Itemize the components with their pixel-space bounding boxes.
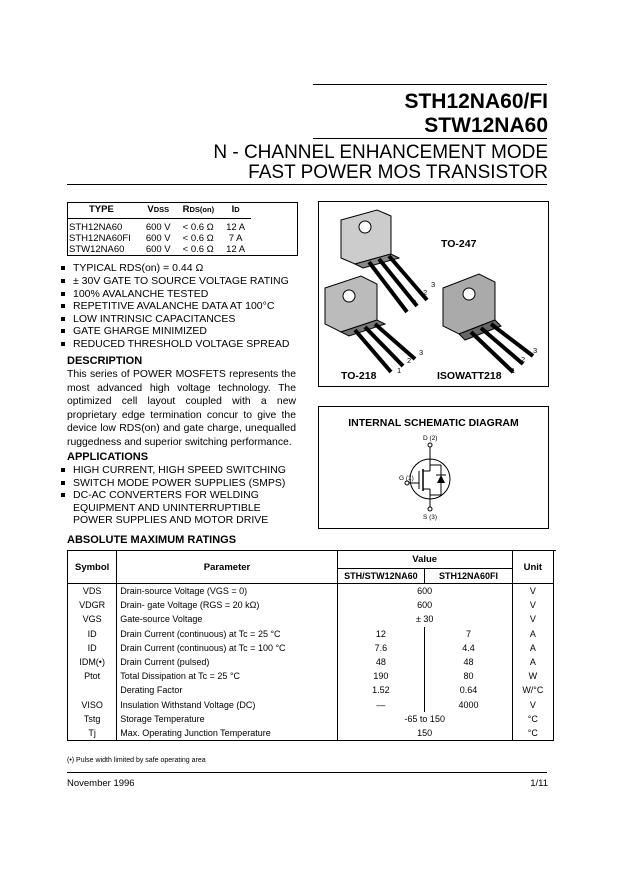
pin-label: 1 bbox=[511, 366, 516, 375]
description-text: This series of POWER MOSFETS represents the most advanced high voltage technology. The optimized cell layout coupled with a new proprietary edge termination concur to give the device low RDS(on) and gate charge, unequalled ruggedness and superior switching performance. bbox=[67, 369, 296, 448]
unit-cell: V bbox=[512, 698, 553, 712]
title-rule bbox=[313, 138, 547, 139]
cell: STH12NA60 bbox=[69, 222, 123, 233]
value-cell: 0.64 bbox=[425, 683, 513, 697]
parameter-cell: Gate-source Voltage bbox=[117, 612, 337, 626]
package-illustration bbox=[319, 202, 548, 386]
unit-cell: A bbox=[512, 641, 553, 655]
col-vdss: VDSS bbox=[140, 203, 177, 219]
col-symbol: Symbol bbox=[68, 551, 117, 584]
symbol-cell: Tstg bbox=[68, 712, 117, 726]
col-value: Value bbox=[337, 551, 512, 569]
col-unit: Unit bbox=[512, 551, 553, 584]
table-row bbox=[68, 712, 554, 726]
amr-heading: ABSOLUTE MAXIMUM RATINGS bbox=[67, 534, 237, 546]
parameter-cell: Max. Operating Junction Temperature bbox=[117, 726, 337, 741]
value-cell: 48 bbox=[425, 655, 513, 669]
unit-cell: V bbox=[512, 612, 553, 626]
cell: 600 V bbox=[145, 233, 171, 244]
pin-label: 1 bbox=[413, 298, 418, 307]
parameter-cell: Drain Current (continuous) at Tc = 100 °C bbox=[117, 641, 337, 655]
table-row bbox=[68, 627, 554, 641]
cell: 7 A bbox=[228, 233, 243, 244]
list-item: DC-AC CONVERTERS FOR WELDING bbox=[61, 489, 259, 501]
table-row bbox=[68, 598, 554, 612]
col-type: TYPE bbox=[67, 203, 140, 219]
table-row bbox=[68, 726, 554, 741]
table-row bbox=[68, 612, 554, 626]
parameter-cell: Drain Current (pulsed) bbox=[117, 655, 337, 669]
part-number-2: STW12NA60 bbox=[424, 114, 548, 137]
schematic-box bbox=[318, 406, 549, 529]
value-cell: — bbox=[337, 698, 425, 712]
col-parameter: Parameter bbox=[117, 551, 337, 584]
mosfet-symbol-icon bbox=[319, 407, 548, 528]
cell: 600 V bbox=[145, 222, 171, 233]
footnote: (•) Pulse width limited by safe operating area bbox=[67, 757, 206, 764]
footer-page: 1/11 bbox=[530, 778, 548, 789]
unit-cell: A bbox=[512, 627, 553, 641]
schematic-title: INTERNAL SCHEMATIC DIAGRAM bbox=[348, 417, 519, 429]
value-cell: 190 bbox=[337, 669, 425, 683]
list-item: 100% AVALANCHE TESTED bbox=[61, 288, 208, 300]
subtitle-rule bbox=[67, 184, 547, 185]
value-cell: 7.6 bbox=[337, 641, 425, 655]
pin-label: 2 bbox=[407, 356, 412, 365]
parameter-cell: Storage Temperature bbox=[117, 712, 337, 726]
symbol-cell: VGS bbox=[68, 612, 117, 626]
value-cell: 600 bbox=[337, 584, 512, 599]
table-row bbox=[68, 641, 554, 655]
isowatt-package-icon bbox=[443, 274, 533, 372]
list-item: REPETITIVE AVALANCHE DATA AT 100°C bbox=[61, 300, 274, 312]
value-cell: 150 bbox=[337, 726, 512, 741]
unit-cell: W/°C bbox=[512, 683, 553, 697]
to218-package-icon bbox=[325, 276, 418, 372]
source-label: S (3) bbox=[423, 514, 438, 521]
symbol-cell: Tj bbox=[68, 726, 117, 741]
parameter-cell: Derating Factor bbox=[117, 683, 337, 697]
parameter-cell: Drain Current (continuous) at Tc = 25 °C bbox=[117, 627, 337, 641]
list-item: SWITCH MODE POWER SUPPLIES (SMPS) bbox=[61, 477, 285, 489]
cell: 600 V bbox=[145, 244, 171, 255]
col-value-sub1: STH/STW12NA60 bbox=[337, 569, 425, 584]
value-cell: 4000 bbox=[425, 698, 513, 712]
cell: < 0.6 Ω bbox=[182, 222, 214, 233]
part-number-1: STH12NA60/FI bbox=[404, 90, 548, 113]
table-row bbox=[68, 683, 554, 697]
list-item: EQUIPMENT AND UNINTERRUPTIBLE bbox=[73, 502, 261, 514]
drain-label: D (2) bbox=[423, 435, 438, 442]
pin-label: 3 bbox=[431, 280, 436, 289]
top-rule bbox=[313, 84, 547, 85]
symbol-cell: Ptot bbox=[68, 669, 117, 683]
pin-label: 3 bbox=[419, 348, 424, 357]
to247-label: TO-247 bbox=[441, 238, 477, 250]
cell: 12 A bbox=[226, 244, 246, 255]
isowatt-label: ISOWATT218 bbox=[437, 370, 502, 382]
value-cell: 48 bbox=[337, 655, 425, 669]
unit-cell: V bbox=[512, 584, 553, 599]
value-cell: 4.4 bbox=[425, 641, 513, 655]
col-value-sub2: STH12NA60FI bbox=[425, 569, 513, 584]
list-item: HIGH CURRENT, HIGH SPEED SWITCHING bbox=[61, 464, 286, 476]
to218-label: TO-218 bbox=[341, 370, 377, 382]
pin-label: 2 bbox=[521, 355, 526, 364]
unit-cell: °C bbox=[512, 712, 553, 726]
unit-cell: A bbox=[512, 655, 553, 669]
symbol-cell bbox=[68, 683, 117, 697]
unit-cell: °C bbox=[512, 726, 553, 741]
package-figure-box bbox=[318, 201, 549, 387]
unit-cell: V bbox=[512, 598, 553, 612]
value-cell: ± 30 bbox=[337, 612, 512, 626]
amr-table bbox=[67, 551, 554, 741]
symbol-cell: IDM(•) bbox=[68, 655, 117, 669]
symbol-cell: ID bbox=[68, 627, 117, 641]
col-id: ID bbox=[220, 203, 251, 219]
applications-heading: APPLICATIONS bbox=[67, 451, 149, 463]
type-table-frame bbox=[67, 202, 298, 256]
list-item: REDUCED THRESHOLD VOLTAGE SPREAD bbox=[61, 338, 289, 350]
cell: 12 A bbox=[226, 222, 246, 233]
cell: < 0.6 Ω bbox=[182, 233, 214, 244]
value-cell: 7 bbox=[425, 627, 513, 641]
value-cell: 600 bbox=[337, 598, 512, 612]
cell: < 0.6 Ω bbox=[182, 244, 214, 255]
footer-rule bbox=[67, 772, 547, 773]
cell: STW12NA60 bbox=[69, 244, 125, 255]
list-item: GATE GHARGE MINIMIZED bbox=[61, 325, 207, 337]
table-row bbox=[68, 584, 554, 599]
value-cell: 12 bbox=[337, 627, 425, 641]
subtitle-2: FAST POWER MOS TRANSISTOR bbox=[248, 162, 548, 183]
col-rds: RDS(on) bbox=[177, 203, 220, 219]
list-item: POWER SUPPLIES AND MOTOR DRIVE bbox=[73, 514, 269, 526]
description-heading: DESCRIPTION bbox=[67, 355, 143, 367]
list-item: TYPICAL RDS(on) = 0.44 Ω bbox=[61, 262, 203, 274]
list-item: ± 30V GATE TO SOURCE VOLTAGE RATING bbox=[61, 275, 289, 287]
pin-label: 1 bbox=[397, 366, 402, 375]
parameter-cell: Insulation Withstand Voltage (DC) bbox=[117, 698, 337, 712]
table-row bbox=[68, 669, 554, 683]
table-row bbox=[68, 655, 554, 669]
table-row bbox=[68, 698, 554, 712]
gate-label: G (1) bbox=[399, 475, 414, 482]
footer-date: November 1996 bbox=[67, 778, 135, 789]
cell: STH12NA60FI bbox=[69, 233, 131, 244]
symbol-cell: ID bbox=[68, 641, 117, 655]
parameter-cell: Total Dissipation at Tc = 25 °C bbox=[117, 669, 337, 683]
parameter-cell: Drain-source Voltage (VGS = 0) bbox=[117, 584, 337, 599]
value-cell: 1.52 bbox=[337, 683, 425, 697]
subtitle-1: N - CHANNEL ENHANCEMENT MODE bbox=[213, 142, 548, 163]
value-cell: -65 to 150 bbox=[337, 712, 512, 726]
pin-label: 3 bbox=[533, 346, 538, 355]
amr-header-row bbox=[68, 551, 554, 569]
symbol-cell: VDS bbox=[68, 584, 117, 599]
value-cell: 80 bbox=[425, 669, 513, 683]
symbol-cell: VDGR bbox=[68, 598, 117, 612]
unit-cell: W bbox=[512, 669, 553, 683]
pin-label: 2 bbox=[423, 288, 428, 297]
symbol-cell: VISO bbox=[68, 698, 117, 712]
list-item: LOW INTRINSIC CAPACITANCES bbox=[61, 313, 235, 325]
parameter-cell: Drain- gate Voltage (RGS = 20 kΩ) bbox=[117, 598, 337, 612]
